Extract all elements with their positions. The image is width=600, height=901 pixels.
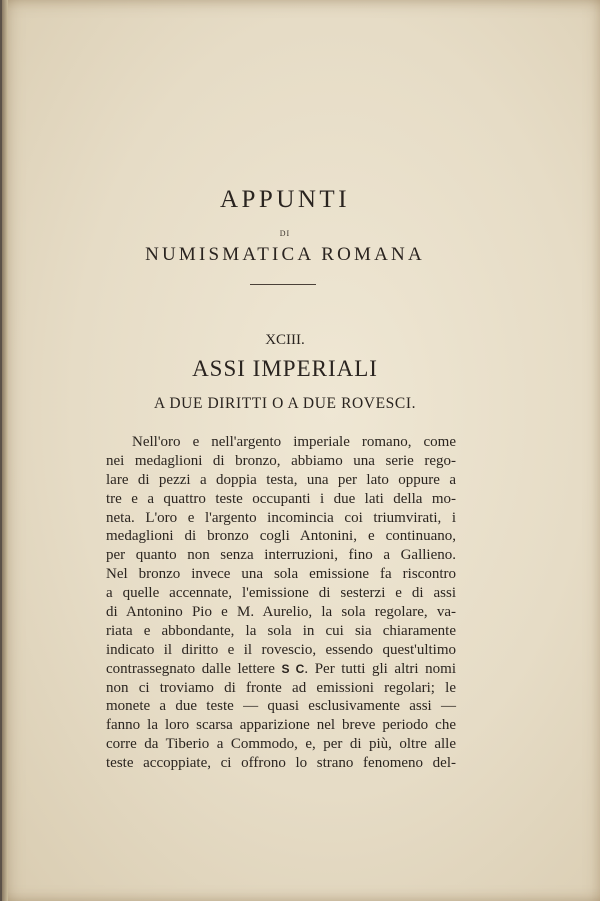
text-line: indicato il diritto e il rovescio, essendo quest'ultimo bbox=[106, 641, 456, 658]
text-fragment: contrassegnato dalle lettere bbox=[106, 660, 275, 677]
text-line: tre e a quattro teste occupanti i due lati della mo- bbox=[106, 490, 456, 507]
text-line: a quelle accennate, l'emissione di sesterzi e di assi bbox=[106, 585, 456, 602]
title-connector: DI bbox=[279, 229, 291, 238]
text-line: monete a due teste — quasi esclusivamente assi — bbox=[106, 698, 456, 715]
book-page bbox=[2, 0, 600, 901]
text-line: riata e abbondante, la sola in cui sia chiaramente bbox=[106, 622, 456, 639]
text-fragment: . Per tutti gli altri nomi bbox=[304, 660, 456, 677]
page-title: APPUNTI bbox=[219, 186, 351, 213]
page-subtitle: NUMISMATICA ROMANA bbox=[145, 244, 425, 265]
text-line: fanno la loro scarsa apparizione nel breve periodo che bbox=[106, 717, 456, 734]
text-line-with-letters bbox=[106, 660, 456, 679]
section-title: ASSI IMPERIALI bbox=[192, 356, 378, 381]
text-line: corre da Tiberio a Commodo, e, per di più, oltre alle bbox=[106, 736, 456, 753]
section-subtitle: A DUE DIRITTI O A DUE ROVESCI. bbox=[153, 395, 417, 412]
text-line: non ci troviamo di fronte ad emissioni regolari; le bbox=[106, 679, 456, 696]
text-line: di Antonino Pio e M. Aurelio, la sola regolare, va- bbox=[106, 604, 456, 621]
text-line: medaglioni di bronzo cogli Antonini, e continuano, bbox=[106, 528, 456, 545]
sc-letters: S C bbox=[281, 661, 305, 676]
text-line: Nell'oro e nell'argento imperiale romano, come bbox=[132, 434, 456, 450]
text-line: neta. L'oro e l'argento incomincia coi triumvirati, i bbox=[106, 509, 456, 526]
title-divider bbox=[250, 284, 316, 285]
body-paragraph bbox=[106, 433, 456, 773]
page-spine-edge bbox=[2, 0, 8, 901]
section-number: XCIII. bbox=[265, 332, 305, 348]
text-line: per quanto non senza interruzioni, fino a Gallieno. bbox=[106, 547, 456, 564]
text-line: teste accoppiate, ci offrono lo strano fenomeno del- bbox=[106, 755, 456, 772]
text-line: Nel bronzo invece una sola emissione fa riscontro bbox=[106, 566, 456, 583]
text-line: lare di pezzi a doppia testa, una per lato oppure a bbox=[106, 471, 456, 488]
text-line: nei medaglioni di bronzo, abbiamo una serie rego- bbox=[106, 452, 456, 469]
